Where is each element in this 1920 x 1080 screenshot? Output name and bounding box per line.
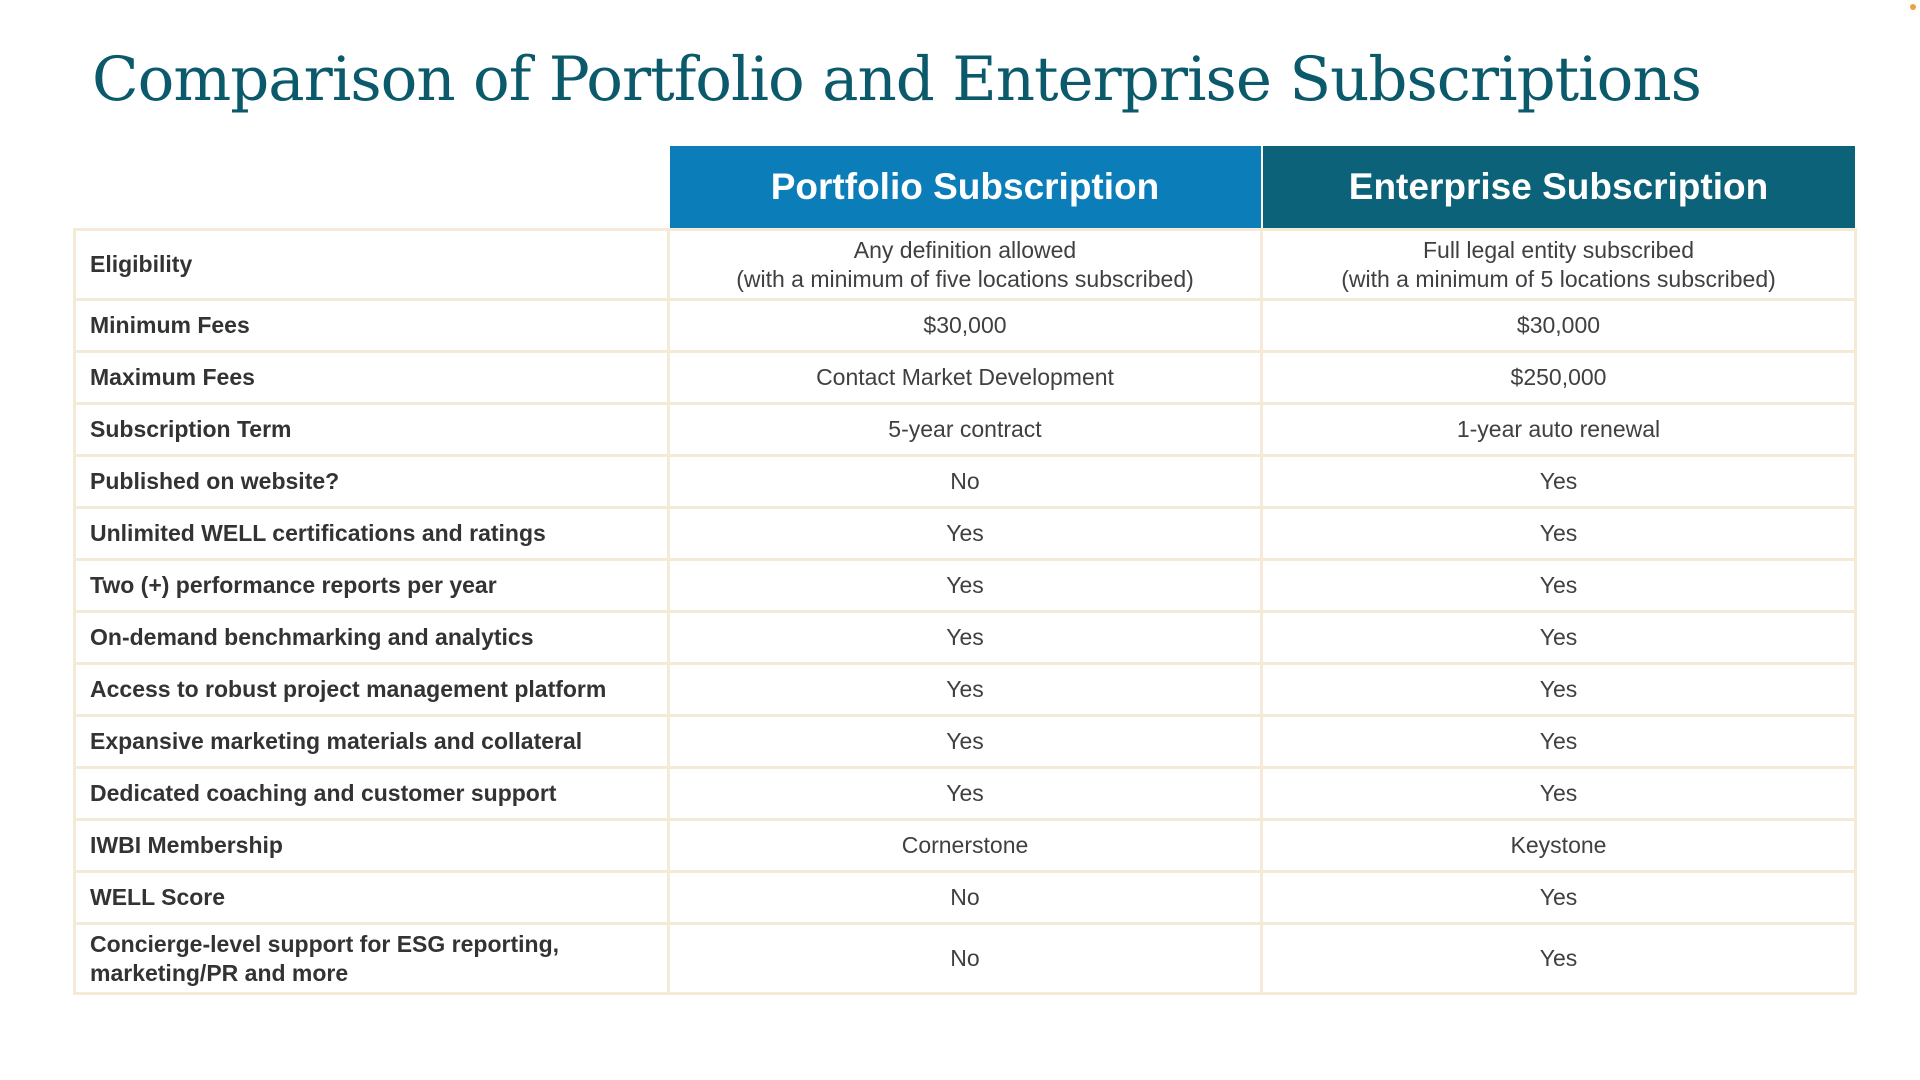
portfolio-value: No bbox=[669, 872, 1262, 924]
portfolio-value: No bbox=[669, 924, 1262, 994]
portfolio-value: Yes bbox=[669, 560, 1262, 612]
feature-label: Published on website? bbox=[75, 456, 669, 508]
portfolio-value: Contact Market Development bbox=[669, 352, 1262, 404]
enterprise-value: Yes bbox=[1262, 560, 1856, 612]
portfolio-value: Yes bbox=[669, 716, 1262, 768]
feature-label bbox=[75, 924, 669, 994]
table-row bbox=[75, 768, 1856, 820]
enterprise-value: $250,000 bbox=[1262, 352, 1856, 404]
portfolio-column-header: Portfolio Subscription bbox=[669, 145, 1262, 230]
portfolio-value: Cornerstone bbox=[669, 820, 1262, 872]
enterprise-value: $30,000 bbox=[1262, 300, 1856, 352]
feature-label: Access to robust project management platform bbox=[75, 664, 669, 716]
feature-label: Minimum Fees bbox=[75, 300, 669, 352]
enterprise-value-line: Full legal entity subscribed bbox=[1422, 236, 1695, 263]
portfolio-value: Yes bbox=[669, 664, 1262, 716]
table-row bbox=[75, 560, 1856, 612]
table-row bbox=[75, 664, 1856, 716]
enterprise-value: Yes bbox=[1262, 716, 1856, 768]
portfolio-value: $30,000 bbox=[669, 300, 1262, 352]
feature-label: Two (+) performance reports per year bbox=[75, 560, 669, 612]
portfolio-value-line: Any definition allowed bbox=[853, 236, 1077, 263]
enterprise-value: Yes bbox=[1262, 872, 1856, 924]
table-row bbox=[75, 612, 1856, 664]
enterprise-value: Yes bbox=[1262, 768, 1856, 820]
page-title: Comparison of Portfolio and Enterprise Subscriptions bbox=[92, 44, 1701, 115]
enterprise-value: Yes bbox=[1262, 508, 1856, 560]
feature-label-line: marketing/PR and more bbox=[90, 959, 349, 986]
feature-label: Eligibility bbox=[75, 230, 669, 300]
portfolio-value-line: (with a minimum of five locations subscribed) bbox=[736, 265, 1194, 292]
enterprise-column-header: Enterprise Subscription bbox=[1262, 145, 1856, 230]
portfolio-value bbox=[669, 230, 1262, 300]
corner-marker bbox=[1910, 4, 1916, 10]
table-row bbox=[75, 924, 1856, 994]
feature-label: Subscription Term bbox=[75, 404, 669, 456]
feature-label: IWBI Membership bbox=[75, 820, 669, 872]
feature-label: On-demand benchmarking and analytics bbox=[75, 612, 669, 664]
table-row bbox=[75, 352, 1856, 404]
portfolio-value: Yes bbox=[669, 508, 1262, 560]
table-row bbox=[75, 716, 1856, 768]
enterprise-value: Keystone bbox=[1262, 820, 1856, 872]
table-row bbox=[75, 230, 1856, 300]
feature-label: Maximum Fees bbox=[75, 352, 669, 404]
portfolio-value: 5-year contract bbox=[669, 404, 1262, 456]
enterprise-value: Yes bbox=[1262, 924, 1856, 994]
enterprise-value: Yes bbox=[1262, 456, 1856, 508]
feature-label-line: Concierge-level support for ESG reporting, bbox=[90, 930, 560, 957]
portfolio-value: Yes bbox=[669, 768, 1262, 820]
enterprise-value: Yes bbox=[1262, 664, 1856, 716]
portfolio-value: Yes bbox=[669, 612, 1262, 664]
table-row bbox=[75, 300, 1856, 352]
header-row bbox=[75, 145, 1856, 230]
table-row bbox=[75, 404, 1856, 456]
enterprise-value-line: (with a minimum of 5 locations subscribed) bbox=[1341, 265, 1776, 292]
table-row bbox=[75, 456, 1856, 508]
comparison-table bbox=[73, 144, 1857, 995]
feature-label: Expansive marketing materials and collateral bbox=[75, 716, 669, 768]
header-blank-cell bbox=[75, 145, 669, 230]
feature-label: Unlimited WELL certifications and ratings bbox=[75, 508, 669, 560]
table-row bbox=[75, 820, 1856, 872]
enterprise-value bbox=[1262, 230, 1856, 300]
table-row bbox=[75, 508, 1856, 560]
feature-label: Dedicated coaching and customer support bbox=[75, 768, 669, 820]
portfolio-value: No bbox=[669, 456, 1262, 508]
enterprise-value: 1-year auto renewal bbox=[1262, 404, 1856, 456]
enterprise-value: Yes bbox=[1262, 612, 1856, 664]
feature-label: WELL Score bbox=[75, 872, 669, 924]
table-row bbox=[75, 872, 1856, 924]
table-body bbox=[75, 230, 1856, 994]
